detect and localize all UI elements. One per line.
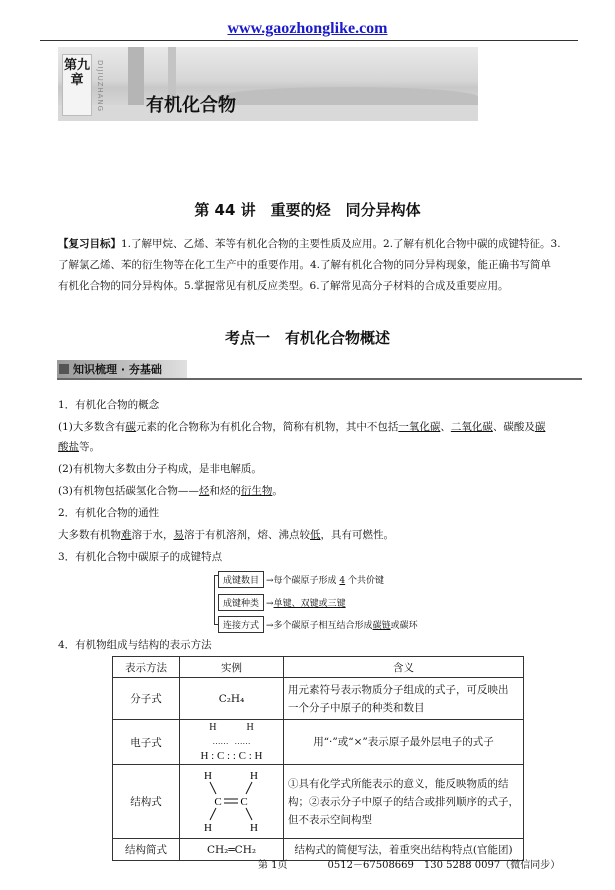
footer-mobile: 130 5288 0097（微信同步） [423,860,561,871]
hydrogen-atom-label: H [250,770,258,782]
footer-phone: 0512－67508669 [327,860,414,871]
section-square-icon [59,364,69,374]
review-goals [58,234,582,297]
site-url-link[interactable]: www.gaozhonglike.com [227,20,388,37]
lecture-title: 第 44 讲 重要的烃 同分异构体 [194,201,421,219]
representation-table [112,656,524,861]
paragraph-1-line2: 酸盐等。 [58,441,100,453]
table-cell: 用元素符号表示物质分子组成的式子，可反映出 一个分子中原子的种类和数目 [284,678,524,720]
table-row [113,765,524,839]
table-cell: 结构简式 [113,839,180,861]
heading-4: 4．有机物组成与结构的表示方法 [58,639,212,651]
table-cell: 结构式的简便写法，着重突出结构特点(官能团) [284,839,524,861]
page-number: 第 1页 [258,860,288,871]
carbon-atom-label: C [214,796,222,808]
table-row [113,678,524,720]
table-header-cell: 含义 [284,657,524,678]
table-header-cell: 实例 [180,657,284,678]
bonding-row: 连接方式 →多个碳原子相互结合形成碳链或碳环 [218,616,418,633]
table-cell: C₂H₄ [180,678,284,720]
header-rule [40,40,578,41]
table-header-cell: 表示方法 [113,657,180,678]
kaodian-title: 考点一 有机化合物概述 [224,329,390,347]
heading-1: 1．有机化合物的概念 [58,399,160,411]
review-goals-line3: 有机化合物的同分异构体。5.掌握常见有机反应类型。6.了解常见高分子材料的合成及重要应用。 [58,280,509,292]
table-row [113,720,524,765]
table-cell: CH₂═CH₂ [180,839,284,861]
review-goals-line2: 了解氯乙烯、苯的衍生物等在化工生产中的重要作用。4.了解有机化合物的同分异构现象，能正确书写简单 [58,259,552,271]
chapter-number-box: 第九章 [62,54,92,116]
carbon-atom-label: C [240,796,248,808]
bonding-row: 成键数目 →每个碳原子形成 4 个共价键 [218,571,384,588]
heading-3: 3．有机化合物中碳原子的成键特点 [58,551,223,563]
chapter-title: 有机化合物 [146,95,236,116]
page-footer [258,856,560,871]
chapter-pinyin: DIJIUZHANG [96,60,104,113]
table-cell: ①具有化学式所能表示的意义，能反映物质的结构；②表示分子中原子的结合或排列顺序的式子， 但不表示空间构型 [284,765,524,839]
table-header-row [113,657,524,678]
chapter-banner-image [58,47,478,121]
hydrogen-atom-label: H [204,770,212,782]
bonding-row: 成键种类 →单键、双键或三键 [218,594,346,611]
table-cell: 分子式 [113,678,180,720]
heading-2: 2．有机化合物的通性 [58,507,160,519]
paragraph-1-line1: (1)大多数含有碳元素的化合物称为有机化合物，简称有机物，其中不包括一氧化碳、二氧化碳、碳酸及碳 [58,421,546,433]
paragraph-3: (3)有机物包括碳氢化合物——烃和烃的衍生物。 [58,485,283,497]
review-goals-line1: 1.了解甲烷、乙烯、苯等有机化合物的主要性质及应用。2.了解有机化合物中碳的成键特征。3. [121,238,561,250]
hydrogen-atom-label: H [250,822,258,834]
table-cell: 用“·”或“×”表示原子最外层电子的式子 [284,720,524,765]
section-header-bar [57,360,582,380]
table-cell: H H …… …… H : C : : C : H [180,720,284,765]
paragraph-2: (2)有机物大多数由分子构成，是非电解质。 [58,463,262,475]
section-label: 知识梳理 · 夯基础 [73,363,162,376]
paragraph-4: 大多数有机物难溶于水，易溶于有机溶剂，熔、沸点较低，具有可燃性。 [58,529,394,541]
ethylene-structure-diagram [184,765,279,835]
hydrogen-atom-label: H [204,822,212,834]
review-goals-label: 【复习目标】 [58,238,121,250]
table-cell [180,765,284,839]
table-cell: 电子式 [113,720,180,765]
table-cell: 结构式 [113,765,180,839]
